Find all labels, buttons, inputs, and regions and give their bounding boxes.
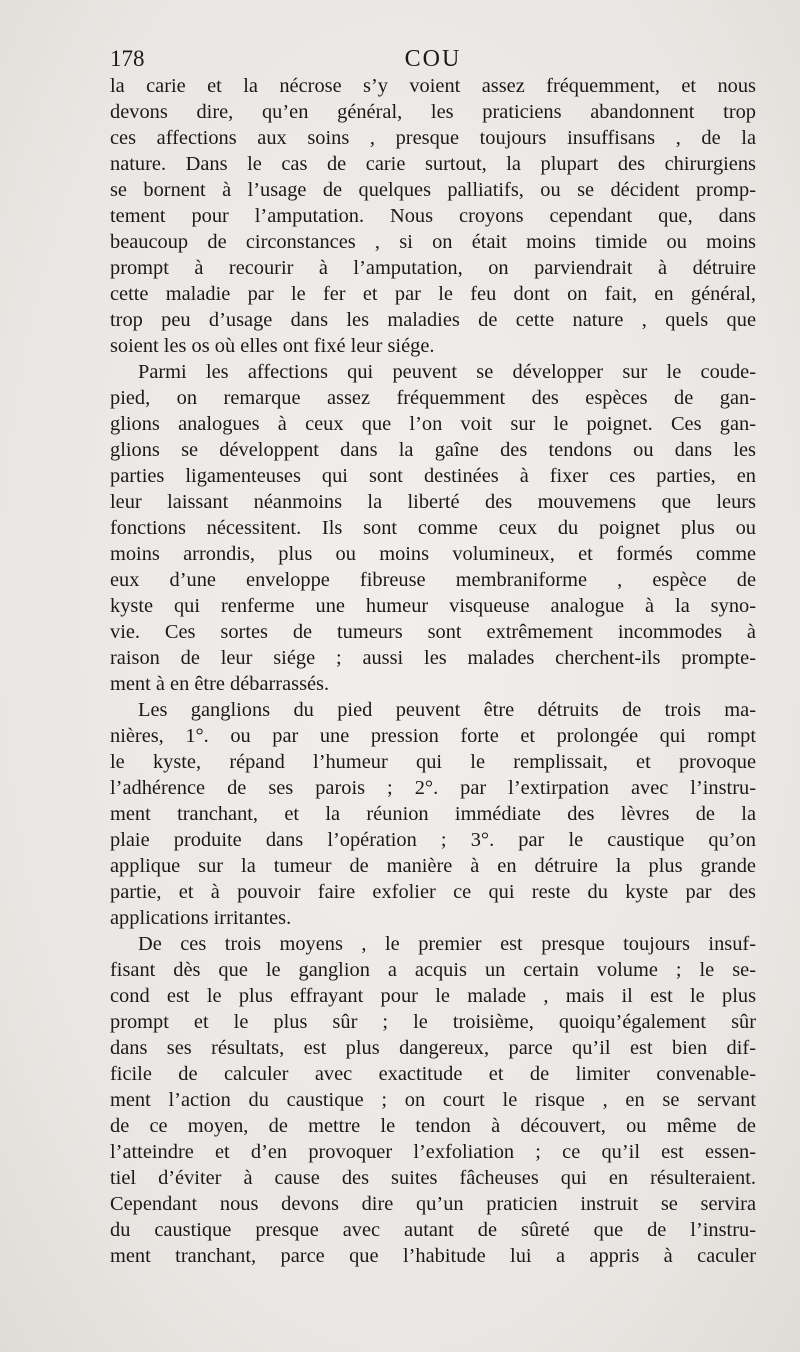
text-line: devons dire, qu’en général, les praticiens abandonnent trop (110, 101, 756, 123)
text-line: ment tranchant, parce que l’habitude lui a appris à caculer (110, 1245, 756, 1267)
text-line: Les ganglions du pied peuvent être détruits de trois ma- (138, 699, 756, 721)
text-line: vie. Ces sortes de tumeurs sont extrêmement incommodes à (110, 621, 756, 643)
text-line: pied, on remarque assez fréquemment des espèces de gan- (110, 387, 756, 409)
page-number: 178 (110, 46, 145, 71)
text-line: ces affections aux soins , presque toujours insuffisans , de la (110, 127, 756, 149)
text-line: fisant dès que le ganglion a acquis un certain volume ; le se- (110, 959, 756, 981)
running-head: COU (404, 46, 462, 72)
text-line: prompt à recourir à l’amputation, on parviendrait à détruire (110, 257, 756, 279)
text-line: De ces trois moyens , le premier est presque toujours insuf- (138, 933, 756, 955)
text-line: raison de leur siége ; aussi les malades cherchent-ils prompte- (110, 647, 756, 669)
text-line: ment tranchant, et la réunion immédiate des lèvres de la (110, 803, 756, 825)
paragraph (110, 931, 756, 1269)
text-line: Cependant nous devons dire qu’un praticien instruit se servira (110, 1193, 756, 1215)
body-text (110, 73, 756, 1269)
paragraph (110, 697, 756, 931)
text-line: l’atteindre et d’en provoquer l’exfoliation ; ce qu’il est essen- (110, 1141, 756, 1163)
text-line: glions analogues à ceux que l’on voit sur le poignet. Ces gan- (110, 413, 756, 435)
text-line: leur laissant néanmoins la liberté des mouvemens que leurs (110, 491, 756, 513)
text-line: nières, 1°. ou par une pression forte et prolongée qui rompt (110, 725, 756, 747)
text-line: dans ses résultats, est plus dangereux, parce qu’il est bien dif- (110, 1037, 756, 1059)
text-line: glions se développent dans la gaîne des tendons ou dans les (110, 439, 756, 461)
text-line: cond est le plus effrayant pour le malade , mais il est le plus (110, 985, 756, 1007)
text-line: applique sur la tumeur de manière à en détruire la plus grande (110, 855, 756, 877)
text-line: soient les os où elles ont fixé leur siége. (110, 335, 435, 357)
text-line: eux d’une enveloppe fibreuse membraniforme , espèce de (110, 569, 756, 591)
text-line: applications irritantes. (110, 907, 292, 929)
text-line: ment à en être débarrassés. (110, 673, 330, 695)
text-line: moins arrondis, plus ou moins volumineux, et formés comme (110, 543, 756, 565)
text-line: beaucoup de circonstances , si on était moins timide ou moins (110, 231, 756, 253)
text-line: l’adhérence de ses parois ; 2°. par l’extirpation avec l’instru- (110, 777, 756, 799)
text-line: trop peu d’usage dans les maladies de cette nature , quels que (110, 309, 756, 331)
text-line: fonctions nécessitent. Ils sont comme ceux du poignet plus ou (110, 517, 756, 539)
text-line: le kyste, répand l’humeur qui le remplissait, et provoque (110, 751, 756, 773)
text-line: se bornent à l’usage de quelques palliatifs, ou se décident promp- (110, 179, 756, 201)
text-line: ment l’action du caustique ; on court le risque , en se servant (110, 1089, 756, 1111)
text-line: prompt et le plus sûr ; le troisième, quoiqu’également sûr (110, 1011, 756, 1033)
paragraph (110, 359, 756, 697)
text-line: de ce moyen, de mettre le tendon à découvert, ou même de (110, 1115, 756, 1137)
text-line: plaie produite dans l’opération ; 3°. par le caustique qu’on (110, 829, 756, 851)
text-line: la carie et la nécrose s’y voient assez fréquemment, et nous (110, 75, 756, 97)
text-line: nature. Dans le cas de carie surtout, la plupart des chirurgiens (110, 153, 756, 175)
text-line: tement pour l’amputation. Nous croyons cependant que, dans (110, 205, 756, 227)
paragraph (110, 73, 756, 359)
text-line: Parmi les affections qui peuvent se développer sur le coude- (138, 361, 756, 383)
text-line: cette maladie par le fer et par le feu dont on fait, en général, (110, 283, 756, 305)
text-line: ficile de calculer avec exactitude et de limiter convenable- (110, 1063, 756, 1085)
text-line: kyste qui renferme une humeur visqueuse analogue à la syno- (110, 595, 756, 617)
text-line: parties ligamenteuses qui sont destinées à fixer ces parties, en (110, 465, 756, 487)
text-line: partie, et à pouvoir faire exfolier ce qui reste du kyste par des (110, 881, 756, 903)
text-line: du caustique presque avec autant de sûreté que de l’instru- (110, 1219, 756, 1241)
text-line: tiel d’éviter à cause des suites fâcheuses qui en résulteraient. (110, 1167, 756, 1189)
